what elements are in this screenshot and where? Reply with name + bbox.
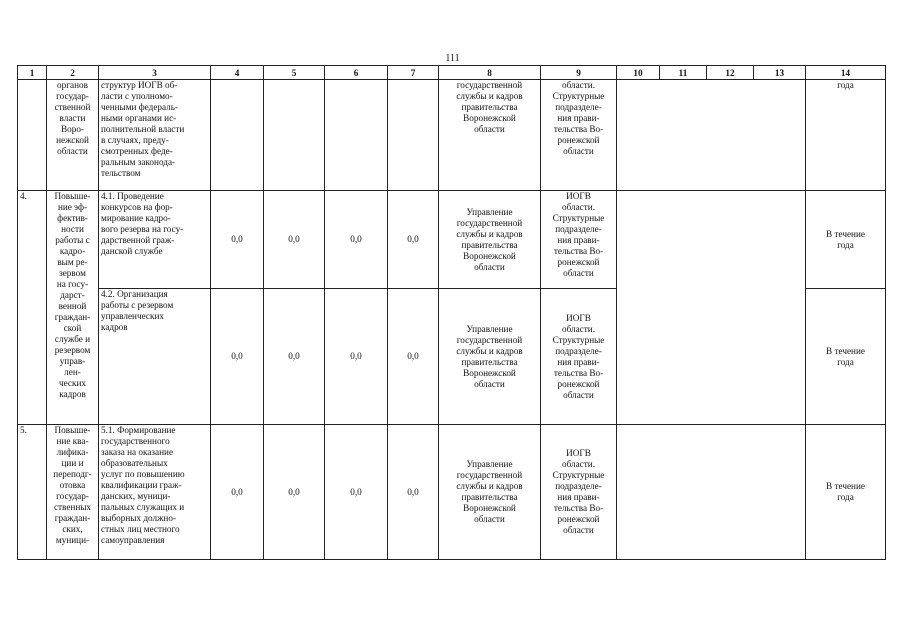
empty-cell <box>617 80 806 191</box>
value-cell: 0,0 <box>211 425 264 560</box>
value-cell: 0,0 <box>388 191 439 289</box>
task-name-cell: Повыше- ние ква- лифика- ции и переподг- отовка государ- ственных граждан- ских, муници- <box>47 425 99 560</box>
deadline-cell: года <box>806 80 886 191</box>
value-cell: 0,0 <box>325 191 388 289</box>
value-cell: 0,0 <box>264 425 325 560</box>
page-number: 111 <box>445 53 460 64</box>
executor-cell: Управление государственной службы и кадров правительства Воронежской области <box>439 425 541 560</box>
coexecutor-cell: ИОГВ области. Структурные подразделе- ния прави- тельства Во- ронежской области <box>541 425 617 560</box>
value-cell: 0,0 <box>325 289 388 425</box>
header-cell: 12 <box>707 66 754 80</box>
deadline-cell: В течение года <box>806 289 886 425</box>
coexecutor-cell: ИОГВ области. Структурные подразделе- ния прави- тельства Во- ронежской области <box>541 191 617 289</box>
value-cell: 0,0 <box>264 191 325 289</box>
table-row <box>18 425 886 560</box>
coexecutor-cell: ИОГВ области. Структурные подразделе- ния прави- тельства Во- ронежской области <box>541 289 617 425</box>
empty-cell <box>617 191 806 425</box>
header-cell: 6 <box>325 66 388 80</box>
header-cell: 8 <box>439 66 541 80</box>
header-cell: 4 <box>211 66 264 80</box>
executor-cell: государственной службы и кадров правительства Воронежской области <box>439 80 541 191</box>
header-cell: 7 <box>388 66 439 80</box>
header-cell: 5 <box>264 66 325 80</box>
value-cell: 0,0 <box>211 289 264 425</box>
header-cell: 1 <box>18 66 47 80</box>
deadline-cell: В течение года <box>806 191 886 289</box>
header-cell: 3 <box>99 66 211 80</box>
activity-cell: 4.1. Проведение конкурсов на фор- мирование кадро- вого резерва на госу- дарственной граж- данской службе <box>99 191 211 289</box>
value-cell: 0,0 <box>325 425 388 560</box>
executor-cell: Управление государственной службы и кадров правительства Воронежской области <box>439 191 541 289</box>
header-cell: 13 <box>754 66 806 80</box>
row-number-cell <box>18 80 47 191</box>
task-name-cell: органов государ- ственной власти Воро- нежской области <box>47 80 99 191</box>
row-number-cell: 4. <box>18 191 47 425</box>
table-row <box>18 80 886 191</box>
header-cell: 14 <box>806 66 886 80</box>
value-cell <box>388 80 439 191</box>
deadline-cell: В течение года <box>806 425 886 560</box>
value-cell <box>211 80 264 191</box>
plan-table <box>17 65 886 560</box>
value-cell: 0,0 <box>388 289 439 425</box>
coexecutor-cell: области. Структурные подразделе- ния прави- тельства Во- ронежской области <box>541 80 617 191</box>
value-cell <box>264 80 325 191</box>
activity-cell: 5.1. Формирование государственного заказа на оказание образовательных услуг по повышению квалификации граж- данских, муници- пальных служащих и выборных должно- стных лиц местного самоуправления <box>99 425 211 560</box>
value-cell <box>325 80 388 191</box>
empty-cell <box>617 425 806 560</box>
header-cell: 10 <box>617 66 660 80</box>
task-name-cell: Повыше- ние эф- фектив- ности работы с кадро- вым ре- зервом на госу- дарст- венной граждан- ской службе и резервом управ- лен- ческих кадров <box>47 191 99 425</box>
header-cell: 11 <box>660 66 707 80</box>
value-cell: 0,0 <box>388 425 439 560</box>
table-row <box>18 191 886 289</box>
activity-cell: 4.2. Организация работы с резервом управленческих кадров <box>99 289 211 425</box>
value-cell: 0,0 <box>264 289 325 425</box>
value-cell: 0,0 <box>211 191 264 289</box>
activity-cell: структур ИОГВ об- ласти с уполномо- ченными федераль- ными органами ис- полнительной власти в случаях, преду- смотренных феде- ральным законода- тельством <box>99 80 211 191</box>
row-number-cell: 5. <box>18 425 47 560</box>
header-row <box>18 66 886 80</box>
executor-cell: Управление государственной службы и кадров правительства Воронежской области <box>439 289 541 425</box>
header-cell: 9 <box>541 66 617 80</box>
header-cell: 2 <box>47 66 99 80</box>
